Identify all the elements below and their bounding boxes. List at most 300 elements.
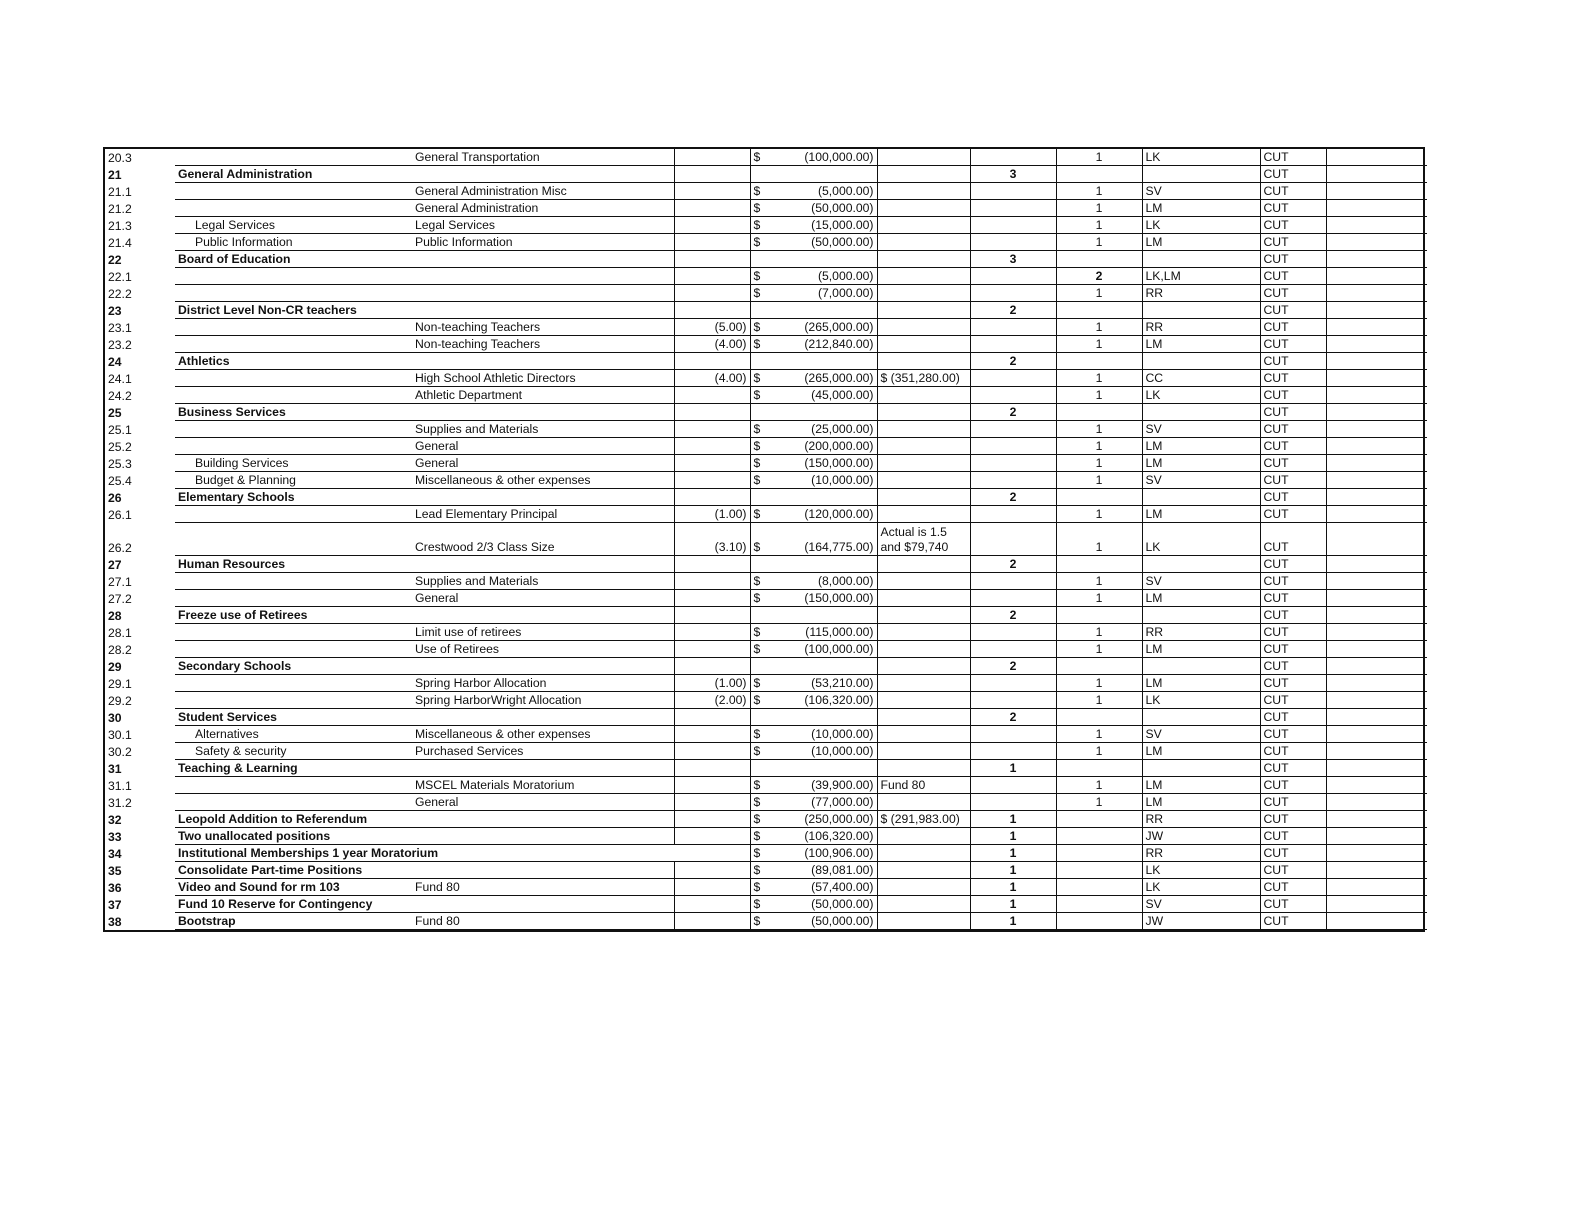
count-cell: 1 [1056, 217, 1142, 234]
note-cell [877, 760, 970, 777]
note-cell: $ (291,983.00) [877, 811, 970, 828]
priority-cell: 3 [970, 251, 1056, 268]
blank-cell [1326, 607, 1427, 624]
description-cell: Supplies and Materials [412, 421, 674, 438]
note-cell [877, 404, 970, 421]
table-row [105, 896, 1427, 913]
fte-cell: (4.00) [674, 336, 750, 353]
count-cell: 1 [1056, 523, 1142, 556]
row-id-cell: 30.1 [108, 727, 132, 742]
category-cell: Board of Education [175, 251, 412, 268]
currency-symbol-cell: $ [750, 777, 774, 794]
row-id-cell: 26.1 [108, 507, 132, 522]
row-id-cell: 27.2 [108, 591, 132, 606]
status-cell: CUT [1260, 438, 1326, 455]
note-cell [877, 183, 970, 200]
row-id-cell: 33 [108, 829, 122, 844]
status-cell: CUT [1260, 675, 1326, 692]
priority-cell [970, 268, 1056, 285]
note-cell [877, 319, 970, 336]
note-cell [877, 794, 970, 811]
amount-cell: (5,000.00) [774, 183, 877, 200]
currency-symbol-cell [750, 760, 774, 777]
count-cell: 1 [1056, 692, 1142, 709]
table-row [105, 217, 1427, 234]
priority-cell [970, 692, 1056, 709]
status-cell: CUT [1260, 760, 1326, 777]
priority-cell [970, 336, 1056, 353]
count-cell: 1 [1056, 472, 1142, 489]
amount-cell: (10,000.00) [774, 743, 877, 760]
currency-symbol-cell: $ [750, 896, 774, 913]
amount-cell: (45,000.00) [774, 387, 877, 404]
status-cell: CUT [1260, 234, 1326, 251]
fte-cell [674, 573, 750, 590]
table-row [105, 251, 1427, 268]
count-cell: 1 [1056, 234, 1142, 251]
note-cell [877, 828, 970, 845]
note-cell [877, 879, 970, 896]
status-cell: CUT [1260, 166, 1326, 183]
currency-symbol-cell [750, 658, 774, 675]
table-row [105, 234, 1427, 251]
owner-cell: LM [1142, 675, 1260, 692]
priority-cell: 1 [970, 879, 1056, 896]
note-cell [877, 455, 970, 472]
category-cell [175, 370, 412, 387]
fte-cell [674, 743, 750, 760]
row-id-cell: 25 [108, 405, 122, 420]
blank-cell [1326, 319, 1427, 336]
priority-cell: 2 [970, 404, 1056, 421]
priority-cell [970, 675, 1056, 692]
currency-symbol-cell [750, 302, 774, 319]
count-cell: 1 [1056, 183, 1142, 200]
count-cell: 1 [1056, 641, 1142, 658]
category-cell [175, 149, 412, 166]
count-cell: 1 [1056, 421, 1142, 438]
owner-cell: LM [1142, 200, 1260, 217]
category-cell: Two unallocated positions [175, 828, 412, 845]
description-cell [412, 268, 674, 285]
status-cell: CUT [1260, 845, 1326, 862]
category-cell: Leopold Addition to Referendum [175, 811, 412, 828]
currency-symbol-cell: $ [750, 726, 774, 743]
currency-symbol-cell: $ [750, 472, 774, 489]
description-cell: Lead Elementary Principal [412, 506, 674, 523]
category-cell: Legal Services [175, 217, 412, 234]
count-cell: 2 [1056, 268, 1142, 285]
count-cell [1056, 404, 1142, 421]
note-cell [877, 268, 970, 285]
note-cell [877, 302, 970, 319]
amount-cell: (50,000.00) [774, 913, 877, 930]
amount-cell: (150,000.00) [774, 455, 877, 472]
amount-cell: (89,081.00) [774, 862, 877, 879]
status-cell: CUT [1260, 811, 1326, 828]
category-cell: Elementary Schools [175, 489, 412, 506]
fte-cell [674, 200, 750, 217]
note-cell [877, 573, 970, 590]
priority-cell [970, 387, 1056, 404]
amount-cell: (50,000.00) [774, 896, 877, 913]
category-cell: Athletics [175, 353, 412, 370]
category-cell [175, 777, 412, 794]
owner-cell: LM [1142, 794, 1260, 811]
currency-symbol-cell: $ [750, 268, 774, 285]
blank-cell [1326, 811, 1427, 828]
priority-cell: 2 [970, 353, 1056, 370]
priority-cell [970, 794, 1056, 811]
category-cell: Public Information [175, 234, 412, 251]
amount-cell: (5,000.00) [774, 268, 877, 285]
category-cell: General Administration [175, 166, 412, 183]
row-id-cell: 26 [108, 490, 122, 505]
row-id-cell: 22.2 [108, 286, 132, 301]
category-cell [175, 438, 412, 455]
priority-cell [970, 200, 1056, 217]
budget-table [105, 149, 1427, 930]
blank-cell [1326, 523, 1427, 556]
status-cell: CUT [1260, 709, 1326, 726]
category-cell: Building Services [175, 455, 412, 472]
owner-cell: SV [1142, 726, 1260, 743]
owner-cell: RR [1142, 811, 1260, 828]
blank-cell [1326, 421, 1427, 438]
currency-symbol-cell: $ [750, 794, 774, 811]
blank-cell [1326, 472, 1427, 489]
blank-cell [1326, 234, 1427, 251]
row-id-cell: 36 [108, 880, 122, 895]
fte-cell [674, 862, 750, 879]
amount-cell: (100,906.00) [774, 845, 877, 862]
fte-cell [674, 777, 750, 794]
fte-cell [674, 268, 750, 285]
currency-symbol-cell [750, 166, 774, 183]
owner-cell: LK [1142, 879, 1260, 896]
currency-symbol-cell: $ [750, 913, 774, 930]
status-cell: CUT [1260, 200, 1326, 217]
description-cell: Spring Harbor Allocation [412, 675, 674, 692]
amount-cell: (106,320.00) [774, 828, 877, 845]
note-cell [877, 251, 970, 268]
table-row [105, 353, 1427, 370]
note-cell [877, 743, 970, 760]
fte-cell [674, 302, 750, 319]
fte-cell [674, 455, 750, 472]
currency-symbol-cell: $ [750, 285, 774, 302]
table-row [105, 709, 1427, 726]
count-cell [1056, 556, 1142, 573]
description-cell: General Transportation [412, 149, 674, 166]
table-row [105, 370, 1427, 387]
status-cell: CUT [1260, 336, 1326, 353]
status-cell: CUT [1260, 828, 1326, 845]
count-cell: 1 [1056, 743, 1142, 760]
currency-symbol-cell: $ [750, 319, 774, 336]
fte-cell [674, 590, 750, 607]
table-row [105, 489, 1427, 506]
description-cell [412, 862, 674, 879]
fte-cell [674, 149, 750, 166]
fte-cell: (1.00) [674, 506, 750, 523]
priority-cell: 2 [970, 709, 1056, 726]
owner-cell: LM [1142, 438, 1260, 455]
row-id-cell: 34 [108, 846, 122, 861]
row-id-cell: 30.2 [108, 744, 132, 759]
count-cell [1056, 251, 1142, 268]
description-cell: Miscellaneous & other expenses [412, 726, 674, 743]
row-id-cell: 25.3 [108, 456, 132, 471]
fte-cell [674, 658, 750, 675]
row-id-cell: 24 [108, 354, 122, 369]
priority-cell: 1 [970, 913, 1056, 930]
owner-cell: SV [1142, 896, 1260, 913]
category-cell [175, 692, 412, 709]
fte-cell [674, 913, 750, 930]
fte-cell [674, 472, 750, 489]
priority-cell [970, 149, 1056, 166]
priority-cell [970, 777, 1056, 794]
description-cell: General [412, 455, 674, 472]
currency-symbol-cell: $ [750, 234, 774, 251]
amount-cell: (200,000.00) [774, 438, 877, 455]
blank-cell [1326, 896, 1427, 913]
fte-cell [674, 353, 750, 370]
priority-cell [970, 183, 1056, 200]
category-cell [175, 590, 412, 607]
category-cell [175, 675, 412, 692]
description-cell: Fund 80 [412, 913, 674, 930]
count-cell [1056, 811, 1142, 828]
priority-cell [970, 641, 1056, 658]
status-cell: CUT [1260, 268, 1326, 285]
note-cell [877, 506, 970, 523]
note-cell [877, 658, 970, 675]
status-cell: CUT [1260, 285, 1326, 302]
table-row [105, 726, 1427, 743]
blank-cell [1326, 166, 1427, 183]
table-row [105, 200, 1427, 217]
owner-cell: RR [1142, 319, 1260, 336]
currency-symbol-cell: $ [750, 336, 774, 353]
table-row [105, 811, 1427, 828]
note-cell [877, 421, 970, 438]
category-cell: Fund 10 Reserve for Contingency [175, 896, 412, 913]
count-cell: 1 [1056, 285, 1142, 302]
row-id-cell: 29.1 [108, 676, 132, 691]
count-cell: 1 [1056, 149, 1142, 166]
note-cell [877, 726, 970, 743]
blank-cell [1326, 251, 1427, 268]
budget-cut-sheet [103, 147, 1425, 932]
status-cell: CUT [1260, 217, 1326, 234]
currency-symbol-cell: $ [750, 590, 774, 607]
count-cell [1056, 302, 1142, 319]
status-cell: CUT [1260, 658, 1326, 675]
owner-cell: LK,LM [1142, 268, 1260, 285]
note-cell [877, 285, 970, 302]
currency-symbol-cell: $ [750, 624, 774, 641]
row-id-cell: 23 [108, 303, 122, 318]
table-row [105, 166, 1427, 183]
amount-cell: (120,000.00) [774, 506, 877, 523]
priority-cell: 1 [970, 828, 1056, 845]
amount-cell: (265,000.00) [774, 319, 877, 336]
fte-cell: (2.00) [674, 692, 750, 709]
row-id-cell: 37 [108, 897, 122, 912]
description-cell: Legal Services [412, 217, 674, 234]
table-row [105, 828, 1427, 845]
priority-cell: 2 [970, 489, 1056, 506]
amount-cell: (50,000.00) [774, 234, 877, 251]
note-cell [877, 913, 970, 930]
amount-cell: (7,000.00) [774, 285, 877, 302]
category-cell: Secondary Schools [175, 658, 412, 675]
fte-cell [674, 489, 750, 506]
owner-cell [1142, 166, 1260, 183]
owner-cell [1142, 760, 1260, 777]
priority-cell [970, 455, 1056, 472]
description-cell [412, 556, 674, 573]
status-cell: CUT [1260, 573, 1326, 590]
count-cell: 1 [1056, 726, 1142, 743]
currency-symbol-cell: $ [750, 879, 774, 896]
blank-cell [1326, 913, 1427, 930]
priority-cell [970, 506, 1056, 523]
amount-cell [774, 607, 877, 624]
note-cell [877, 862, 970, 879]
table-row [105, 302, 1427, 319]
blank-cell [1326, 489, 1427, 506]
blank-cell [1326, 200, 1427, 217]
fte-cell [674, 285, 750, 302]
currency-symbol-cell: $ [750, 183, 774, 200]
description-cell [412, 896, 674, 913]
status-cell: CUT [1260, 556, 1326, 573]
blank-cell [1326, 387, 1427, 404]
owner-cell: LK [1142, 862, 1260, 879]
row-id-cell: 21.2 [108, 201, 132, 216]
amount-cell [774, 658, 877, 675]
priority-cell [970, 234, 1056, 251]
owner-cell: LK [1142, 149, 1260, 166]
priority-cell [970, 726, 1056, 743]
blank-cell [1326, 506, 1427, 523]
description-cell [412, 166, 674, 183]
row-id-cell: 32 [108, 812, 122, 827]
fte-cell: (4.00) [674, 370, 750, 387]
count-cell [1056, 489, 1142, 506]
currency-symbol-cell: $ [750, 573, 774, 590]
currency-symbol-cell: $ [750, 438, 774, 455]
note-cell [877, 353, 970, 370]
status-cell: CUT [1260, 149, 1326, 166]
description-cell: Non-teaching Teachers [412, 319, 674, 336]
priority-cell [970, 523, 1056, 556]
fte-cell [674, 166, 750, 183]
owner-cell: LM [1142, 590, 1260, 607]
note-cell [877, 234, 970, 251]
count-cell: 1 [1056, 200, 1142, 217]
status-cell: CUT [1260, 794, 1326, 811]
blank-cell [1326, 828, 1427, 845]
blank-cell [1326, 149, 1427, 166]
status-cell: CUT [1260, 913, 1326, 930]
amount-cell: (15,000.00) [774, 217, 877, 234]
fte-cell [674, 421, 750, 438]
category-cell [175, 387, 412, 404]
description-cell: Miscellaneous & other expenses [412, 472, 674, 489]
priority-cell [970, 573, 1056, 590]
count-cell [1056, 760, 1142, 777]
description-cell [412, 658, 674, 675]
owner-cell: RR [1142, 845, 1260, 862]
note-cell [877, 472, 970, 489]
description-cell: Crestwood 2/3 Class Size [412, 523, 674, 556]
currency-symbol-cell [750, 556, 774, 573]
status-cell: CUT [1260, 692, 1326, 709]
amount-cell: (212,840.00) [774, 336, 877, 353]
description-cell: Spring HarborWright Allocation [412, 692, 674, 709]
blank-cell [1326, 455, 1427, 472]
owner-cell [1142, 489, 1260, 506]
priority-cell: 2 [970, 607, 1056, 624]
fte-cell [674, 709, 750, 726]
amount-cell: (53,210.00) [774, 675, 877, 692]
note-cell [877, 149, 970, 166]
blank-cell [1326, 624, 1427, 641]
count-cell [1056, 658, 1142, 675]
table-row [105, 607, 1427, 624]
owner-cell [1142, 251, 1260, 268]
note-cell [877, 607, 970, 624]
category-cell [175, 421, 412, 438]
row-id-cell: 29.2 [108, 693, 132, 708]
table-row [105, 556, 1427, 573]
category-cell: Freeze use of Retirees [175, 607, 412, 624]
count-cell [1056, 913, 1142, 930]
count-cell [1056, 353, 1142, 370]
count-cell: 1 [1056, 777, 1142, 794]
priority-cell: 1 [970, 845, 1056, 862]
table-row [105, 624, 1427, 641]
description-cell: Use of Retirees [412, 641, 674, 658]
note-cell [877, 590, 970, 607]
row-id-cell: 20.3 [108, 150, 132, 165]
table-row [105, 149, 1427, 166]
row-id-cell: 25.2 [108, 439, 132, 454]
note-cell [877, 641, 970, 658]
currency-symbol-cell: $ [750, 149, 774, 166]
note-cell [877, 692, 970, 709]
count-cell: 1 [1056, 590, 1142, 607]
currency-symbol-cell [750, 251, 774, 268]
description-cell: Purchased Services [412, 743, 674, 760]
row-id-cell: 28.1 [108, 625, 132, 640]
table-row [105, 506, 1427, 523]
owner-cell [1142, 353, 1260, 370]
priority-cell: 2 [970, 302, 1056, 319]
owner-cell: LK [1142, 217, 1260, 234]
count-cell: 1 [1056, 438, 1142, 455]
owner-cell: SV [1142, 421, 1260, 438]
description-cell [412, 760, 674, 777]
fte-cell [674, 624, 750, 641]
row-id-cell: 22 [108, 252, 122, 267]
description-cell [412, 811, 674, 828]
owner-cell [1142, 607, 1260, 624]
